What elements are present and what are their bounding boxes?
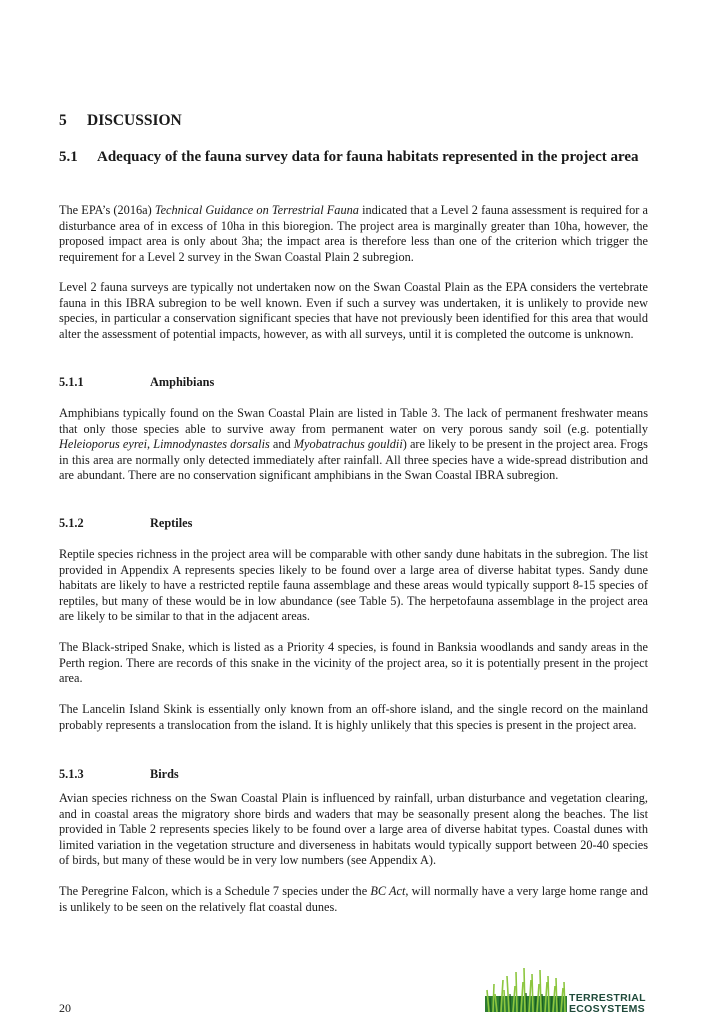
text-run: and [269, 437, 294, 452]
subsection-heading [59, 148, 648, 167]
heading-title: Reptiles [150, 516, 193, 530]
section-heading [59, 112, 182, 130]
subsection-title: Adequacy of the fauna survey data for fauna habitats represented in the project area [97, 149, 639, 165]
amphibians-heading [59, 375, 214, 390]
paragraph-birds-2 [59, 884, 648, 915]
grass-icon [485, 960, 569, 1016]
act-name: BC Act [370, 884, 406, 898]
reptiles-heading [59, 516, 192, 531]
species-name: Myobatrachus gouldii [293, 437, 403, 452]
text-run: ) are likely to be present in the project area. Frogs in this area are normally only detected immediately after rainfall. All three species have a wide-spread distribution and are abundant. There are no conservation significant amphibians in the Swan Coastal IBRA subregion. [59, 437, 648, 483]
section-title: DISCUSSION [87, 112, 182, 129]
subsection-number: 5.1 [59, 149, 78, 165]
paragraph-birds-1: Avian species richness on the Swan Coastal Plain is influenced by rainfall, urban disturbance and vegetation clearing, and in coastal areas the migratory shore birds and waders that may be seasonally present along the beaches. The list provided in Table 2 represents species likely to be found over a large area of diverse habitat types. Coastal dunes with limited variation in the vegetation structure and diverseness in habitats would typically support between 20-40 species of birds, but many of these would be in very low numbers (see Appendix A). [59, 791, 648, 868]
text-run: Amphibians typically found on the Swan Coastal Plain are listed in Table 3. The lack of permanent freshwater means that only those species able to survive away from permanent water on very porous sandy soil (e.g. potentially [59, 406, 648, 436]
text-run: , will normally have a very large home range and is unlikely to be seen on the relatively flat coastal dunes. [59, 884, 648, 914]
paragraph-reptiles-1: Reptile species richness in the project area will be comparable with other sandy dune habitats in the subregion. The list provided in Appendix A represents species likely to be found over a large area of diverse habitat types. Sandy dune habitats are likely to have a restricted reptile fauna assemblage and these areas would typically support 8-15 species of reptiles, but many of these would be in low abundance (see Table 5). The herpetofauna assemblage in the project area are likely to be similar to that in the adjacent areas. [59, 547, 648, 624]
guidance-title: Technical Guidance on Terrestrial Fauna [154, 203, 359, 217]
logo-line-2: ECOSYSTEMS [569, 1002, 645, 1015]
heading-title: Birds [150, 767, 179, 781]
heading-title: Amphibians [150, 375, 215, 389]
paragraph-reptiles-3: The Lancelin Island Skink is essentially only known from an off-shore island, and the single record on the mainland probably represents a translocation from the island. It is highly unlikely that this species is present in the project area. [59, 702, 648, 732]
text-run: The EPA’s (2016a) [59, 203, 155, 217]
text-run: indicated that a Level 2 fauna assessment is required for a disturbance area of in excess of 10ha in this bioregion. The project area is marginally greater than 10ha, however, the proposed impact area is only about 3ha; the impact area is therefore less than one of the criterion which trigger the requirement for a Level 2 survey in the Swan Coastal Plain 2 subregion. [59, 203, 648, 264]
heading-number: 5.1.1 [59, 375, 84, 389]
paragraph-reptiles-2: The Black-striped Snake, which is listed as a Priority 4 species, is found in Banksia woodlands and sandy areas in the Perth region. There are records of this snake in the vicinity of the project area, so it is potentially present in the project area. [59, 640, 648, 686]
section-number: 5 [59, 112, 67, 129]
birds-heading [59, 767, 179, 782]
paragraph-intro [59, 203, 648, 265]
company-logo [485, 960, 651, 1018]
text-run: , [147, 437, 154, 452]
text-run: The Peregrine Falcon, which is a Schedule 7 species under the [59, 884, 371, 898]
heading-number: 5.1.3 [59, 767, 84, 781]
logo-line-1: TERRESTRIAL [569, 992, 646, 1004]
heading-number: 5.1.2 [59, 516, 84, 530]
species-name: Heleioporus eyrei [59, 437, 148, 452]
paragraph-level2: Level 2 fauna surveys are typically not undertaken now on the Swan Coastal Plain as the EPA considers the vertebrate fauna in this IBRA subregion to be well known. Even if such a survey was undertaken, it is unlikely to provide new species, in particular a conservation significant species that have not previously been identified for this area that would alter the assessment of potential impacts, however, as with all surveys, until it is completed the outcome is unknown. [59, 280, 648, 341]
paragraph-amphibians [59, 406, 648, 484]
logo-wordmark [569, 993, 646, 1014]
species-name: Limnodynastes dorsalis [153, 437, 270, 452]
page-number: 20 [59, 1001, 71, 1015]
